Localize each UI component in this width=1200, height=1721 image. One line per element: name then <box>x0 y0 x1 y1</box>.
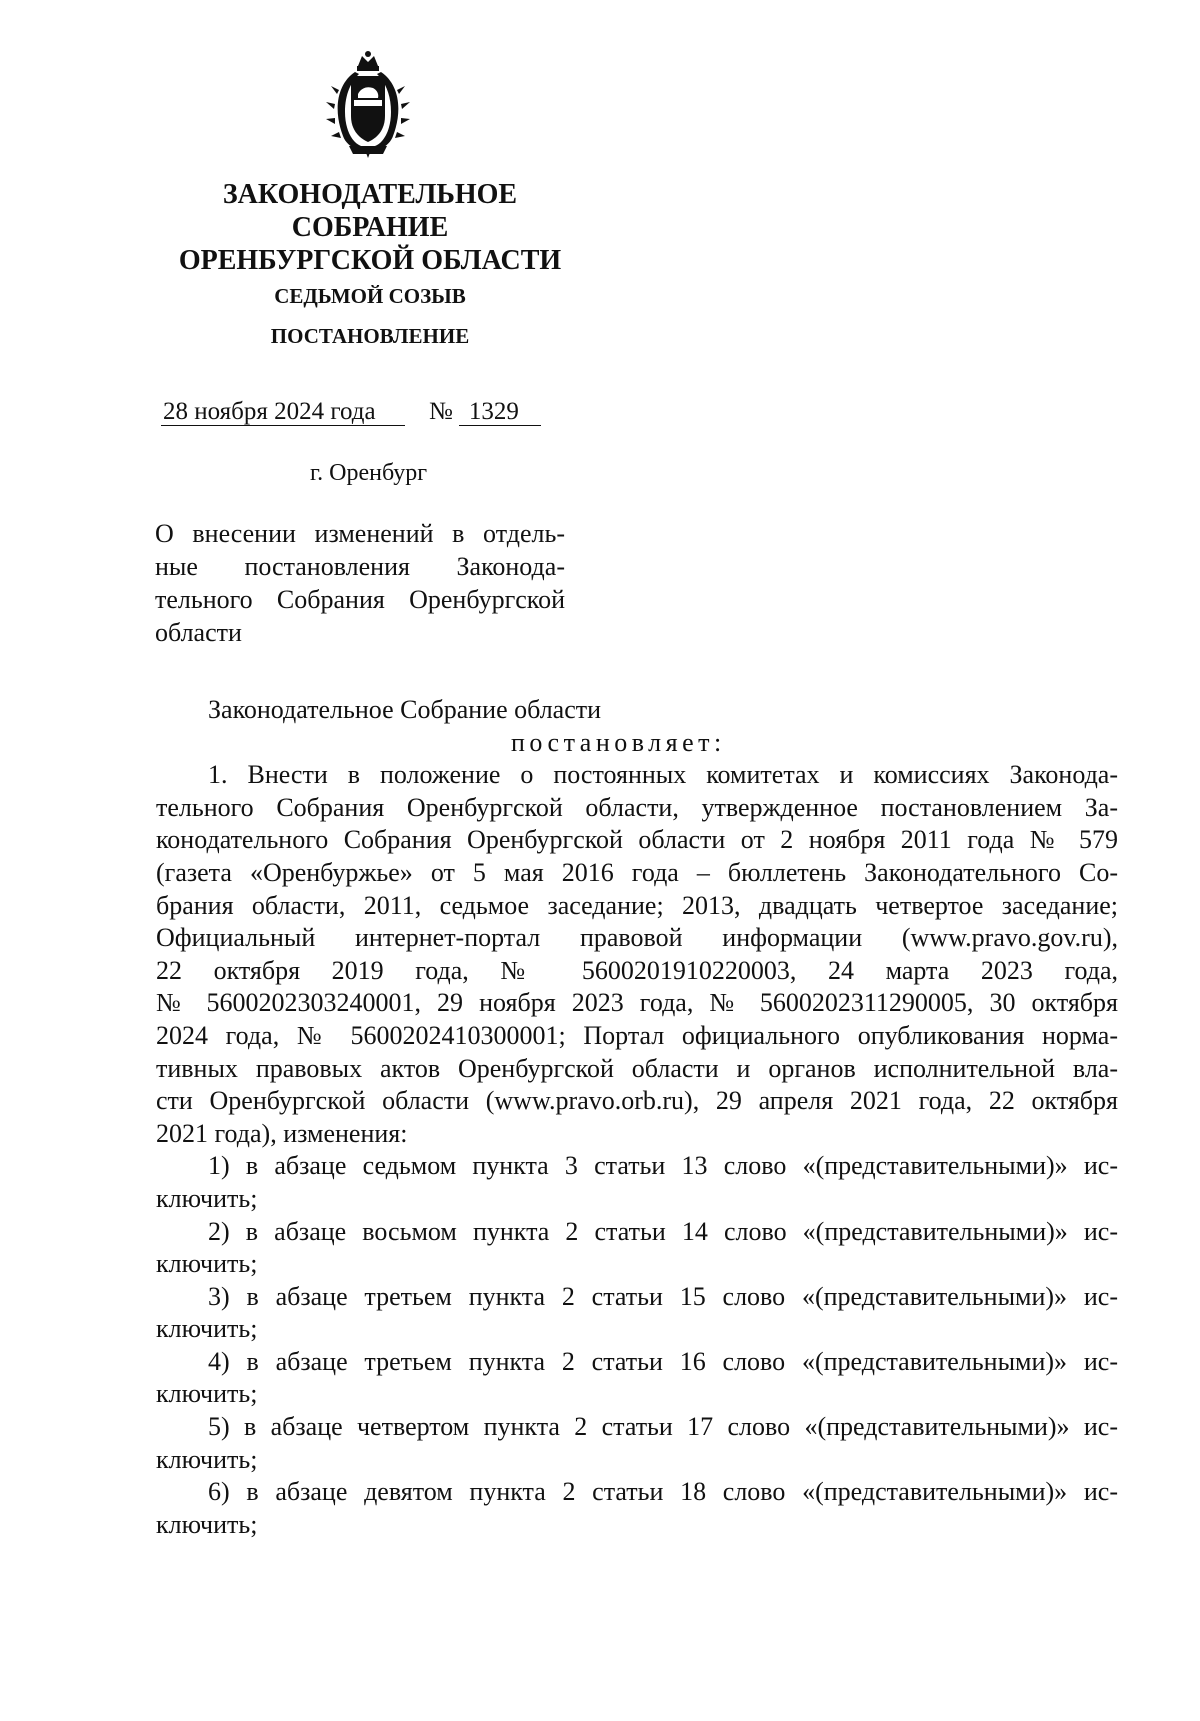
item-line: 4) в абзаце третьем пункта 2 статьи 16 слово «(представительными)» ис- <box>208 1346 1118 1376</box>
body-line: брания области, 2011, седьмое заседание; 2013, двадцать четвертое заседание; <box>156 890 1118 920</box>
body-line: 22 октября 2019 года, № 5600201910220003, 24 марта 2023 года, <box>156 955 1118 985</box>
body-line: конодательного Собрания Оренбургской области от 2 ноября 2011 года № 579 <box>156 825 1118 855</box>
list-item <box>156 1216 1118 1281</box>
item-line: ключить; <box>156 1314 258 1344</box>
date-number-line <box>161 398 541 426</box>
header-line-3: ОРЕНБУРГСКОЙ ОБЛАСТИ <box>178 245 562 276</box>
body-line: Официальный интернет-портал правовой информации (www.pravo.gov.ru), <box>156 923 1118 953</box>
body-line: № 5600202303240001, 29 ноября 2023 года, № 5600202311290005, 30 октября <box>156 988 1118 1018</box>
subject-line: О внесении изменений в отдель- <box>155 519 565 548</box>
item-line: ключить; <box>156 1249 258 1279</box>
document-subject <box>155 517 565 649</box>
document-number: 1329 <box>459 399 541 426</box>
document-type: ПОСТАНОВЛЕНИЕ <box>270 324 470 348</box>
document-body <box>156 694 1118 1541</box>
body-line: 2021 года), изменения: <box>156 1118 408 1148</box>
city-label: г. Оренбург <box>310 460 428 486</box>
body-line: тивных правовых актов Оренбургской области и органов исполнительной вла- <box>156 1053 1118 1083</box>
paragraph-1 <box>156 759 1118 1150</box>
list-item <box>156 1346 1118 1411</box>
item-line: ключить; <box>156 1509 258 1539</box>
list-item <box>156 1476 1118 1541</box>
number-sign: № <box>429 398 453 425</box>
convocation-label: СЕДЬМОЙ СОЗЫВ <box>274 284 466 308</box>
intro-line: Законодательное Собрание области <box>208 695 602 724</box>
body-line: сти Оренбургской области (www.pravo.orb.ru), 29 апреля 2021 года, 22 октября <box>156 1086 1118 1116</box>
subject-line: ные постановления Законода- <box>155 552 565 581</box>
item-line: 6) в абзаце девятом пункта 2 статьи 18 слово «(представительными)» ис- <box>208 1477 1118 1507</box>
item-line: ключить; <box>156 1183 258 1213</box>
item-line: 2) в абзаце восьмом пункта 2 статьи 14 слово «(представительными)» ис- <box>208 1216 1118 1246</box>
item-line: ключить; <box>156 1379 258 1409</box>
resolves-line: постановляет: <box>511 727 726 757</box>
body-line: (газета «Оренбуржье» от 5 мая 2016 года – бюллетень Законодательного Со- <box>156 857 1118 887</box>
header-line-2: СОБРАНИЕ <box>291 212 449 243</box>
list-item <box>156 1411 1118 1476</box>
issuer-header <box>150 178 590 349</box>
coat-of-arms-emblem <box>325 50 411 160</box>
list-item <box>156 1281 1118 1346</box>
list-item <box>156 1150 1118 1215</box>
header-line-1: ЗАКОНОДАТЕЛЬНОЕ <box>222 179 518 210</box>
item-line: 1) в абзаце седьмом пункта 3 статьи 13 слово «(представительными)» ис- <box>208 1151 1118 1181</box>
item-line: 3) в абзаце третьем пункта 2 статьи 15 слово «(представительными)» ис- <box>208 1281 1118 1311</box>
subject-line: области <box>155 618 242 647</box>
subject-line: тельного Собрания Оренбургской <box>155 585 565 614</box>
body-line: 1. Внести в положение о постоянных комитетах и комиссиях Законода- <box>208 760 1118 790</box>
body-line: 2024 года, № 5600202410300001; Портал официального опубликования норма- <box>156 1020 1118 1050</box>
item-line: ключить; <box>156 1444 258 1474</box>
item-line: 5) в абзаце четвертом пункта 2 статьи 17 слово «(представительными)» ис- <box>208 1412 1118 1442</box>
document-date: 28 ноября 2024 года <box>161 399 405 426</box>
body-line: тельного Собрания Оренбургской области, утвержденное постановлением За- <box>156 792 1118 822</box>
